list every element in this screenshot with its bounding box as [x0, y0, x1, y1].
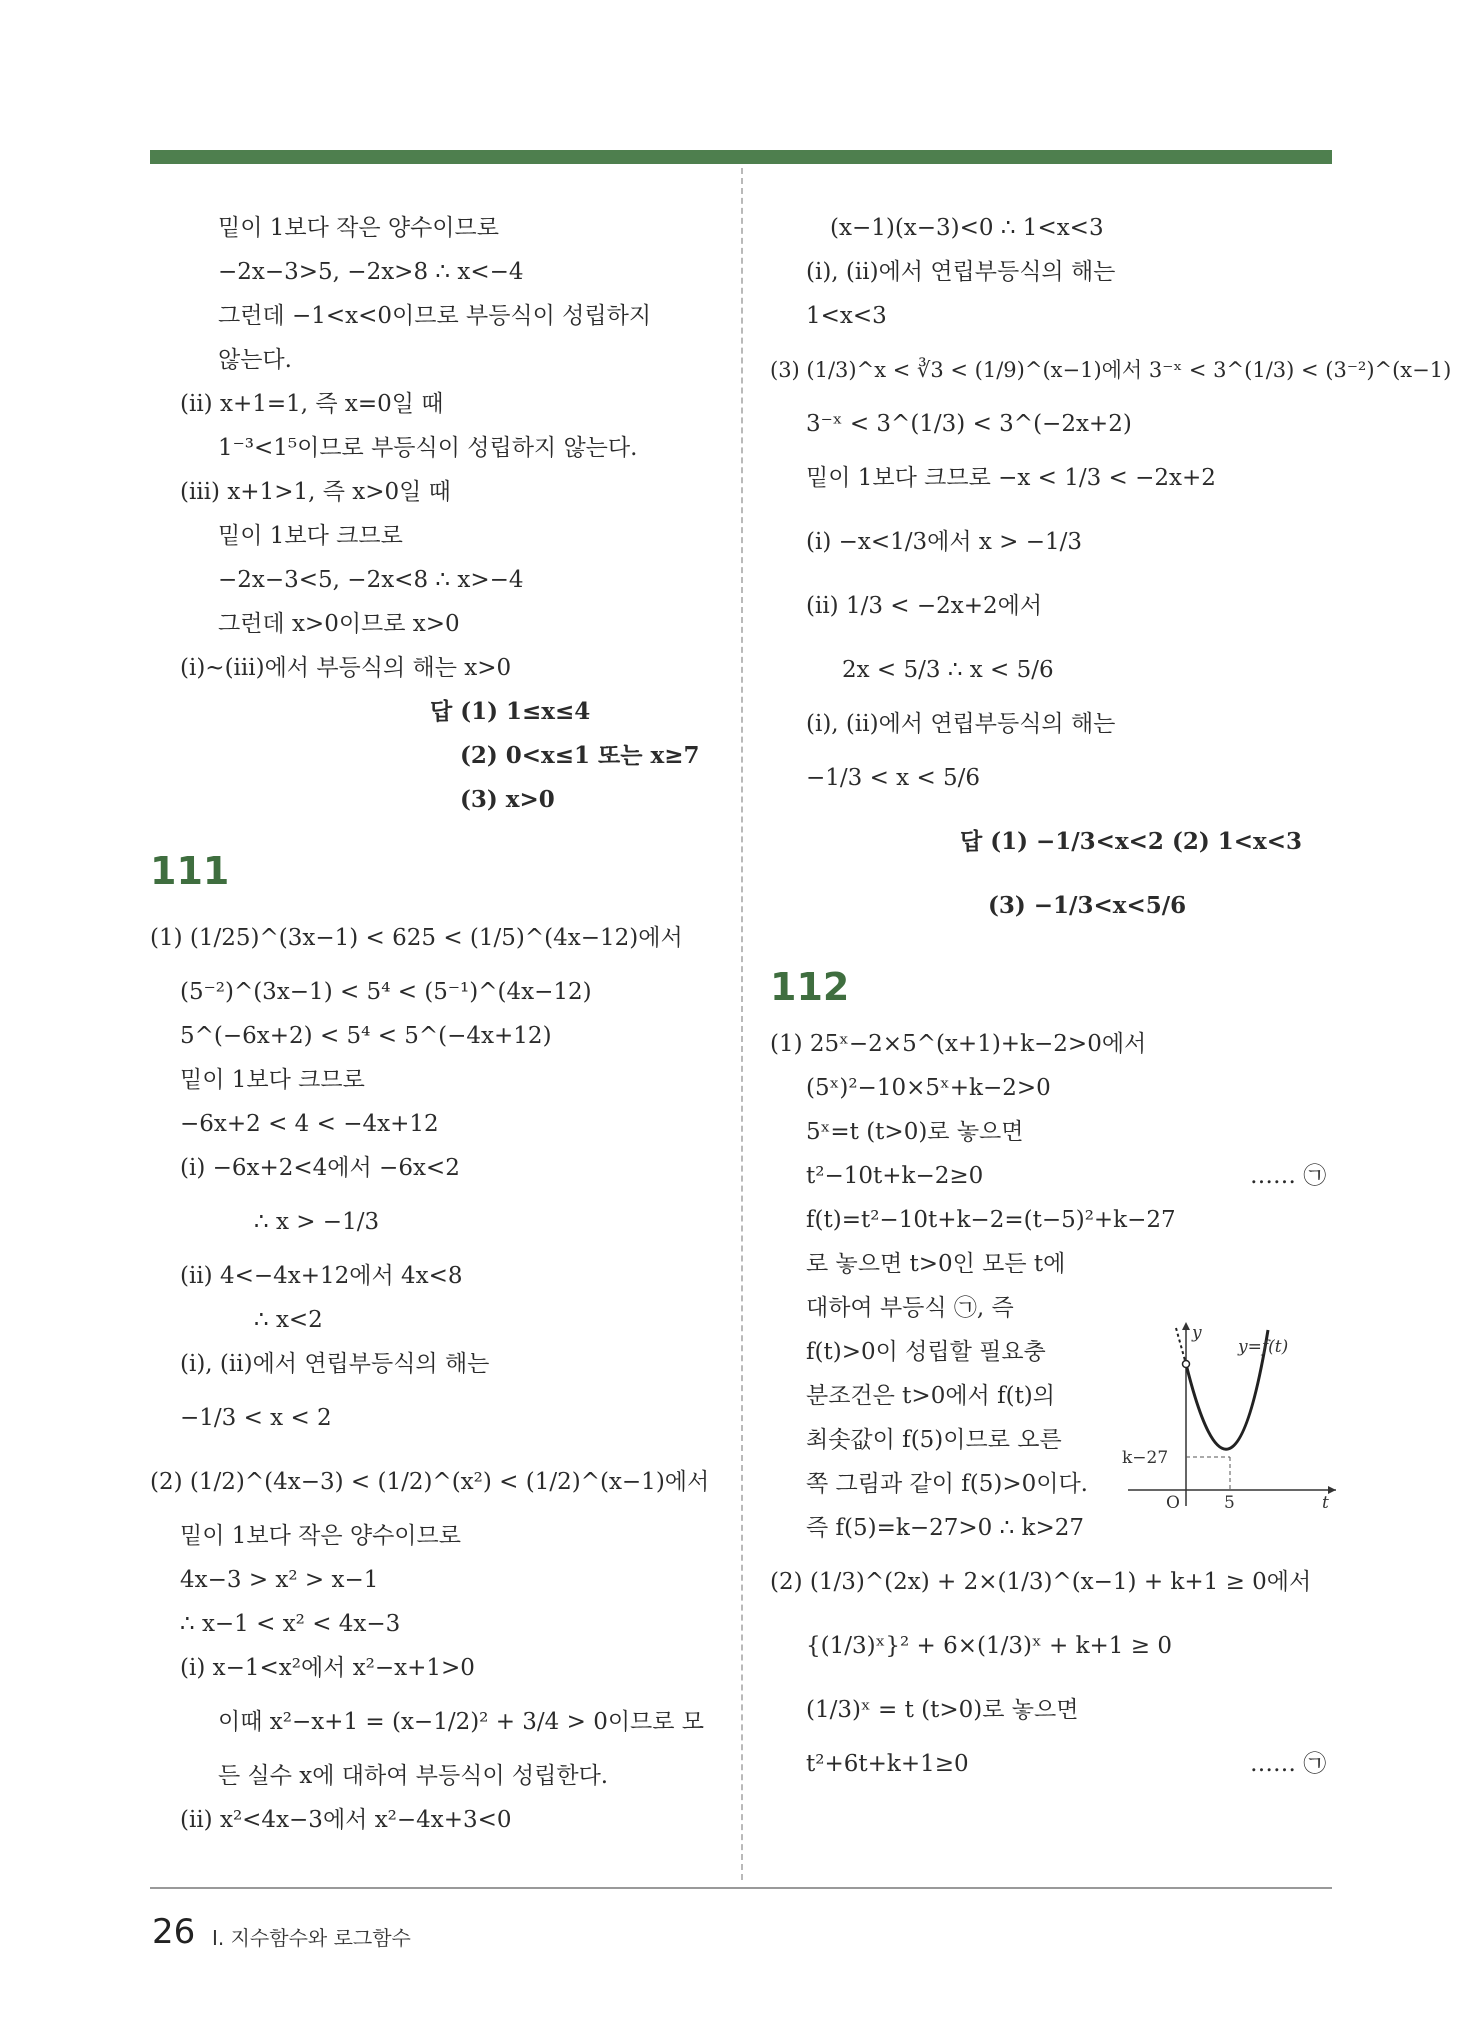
y-label: y	[1192, 1323, 1202, 1343]
origin-label: O	[1166, 1493, 1180, 1508]
curve-dashed-part	[1176, 1328, 1186, 1364]
text-line: f(t)>0이 성립할 필요충	[806, 1339, 1046, 1365]
left-column	[150, 206, 720, 1842]
text-line: f(t)=t²−10t+k−2=(t−5)²+k−27	[806, 1207, 1176, 1233]
y-axis-arrow	[1182, 1322, 1190, 1330]
text-line: 밑이 1보다 작은 양수이므로	[180, 1523, 461, 1549]
t-axis-arrow	[1328, 1486, 1336, 1494]
text-line: (1) (1/25)^(3x−1) < 625 < (1/5)^(4x−12)에서	[150, 925, 683, 951]
text-line: (2) (1/2)^(4x−3) < (1/2)^(x²) < (1/2)^(x−1)에서	[150, 1469, 710, 1495]
open-point	[1183, 1361, 1190, 1368]
curve-label: y=f(t)	[1238, 1337, 1289, 1357]
text-line: 밑이 1보다 크므로	[180, 1067, 365, 1093]
text-line: (ⅰ)~(ⅲ)에서 부등식의 해는 x>0	[180, 655, 512, 681]
text-line: {(1/3)ˣ}² + 6×(1/3)ˣ + k+1 ≥ 0	[806, 1633, 1172, 1659]
text-line: (5ˣ)²−10×5ˣ+k−2>0	[806, 1075, 1051, 1101]
text-line: (ⅰ) −6x+2<4에서 −6x<2	[180, 1155, 460, 1181]
text-line: (3) (1/3)^x < ∛3 < (1/9)^(x−1)에서 3⁻ˣ < 3^(1/3) < (3⁻²)^(x−1)	[770, 358, 1452, 382]
text-line: 쪽 그림과 같이 f(5)>0이다.	[806, 1471, 1088, 1497]
text-span: t²+6t+k+1≥0	[806, 1751, 969, 1777]
text-line: (ⅱ) 1/3 < −2x+2에서	[806, 593, 1043, 619]
footer-rule	[150, 1887, 1332, 1889]
text-line: (ⅰ) x−1<x²에서 x²−x+1>0	[180, 1655, 475, 1681]
text-line: ∴ x<2	[254, 1307, 323, 1333]
text-line: 대하여 부등식 ㉠, 즉	[806, 1295, 1014, 1321]
text-line	[770, 1154, 1330, 1198]
text-line: 2x < 5/3 ∴ x < 5/6	[842, 657, 1054, 683]
answer-line: 답 (1) 1≤x≤4	[430, 698, 591, 725]
text-line: 4x−3 > x² > x−1	[180, 1567, 379, 1593]
page-number: 26	[152, 1912, 196, 1952]
text-line: −6x+2 < 4 < −4x+12	[180, 1111, 439, 1137]
answer-line: (3) x>0	[460, 786, 555, 813]
text-line: (ⅱ) x²<4x−3에서 x²−4x+3<0	[180, 1807, 512, 1833]
text-line: 5^(−6x+2) < 5⁴ < 5^(−4x+12)	[180, 1023, 552, 1049]
answer-line: (3) −1/3<x<5/6	[988, 892, 1187, 919]
text-line: −2x−3<5, −2x<8 ∴ x>−4	[218, 567, 524, 593]
text-line: (5⁻²)^(3x−1) < 5⁴ < (5⁻¹)^(4x−12)	[180, 979, 592, 1005]
text-line: 3⁻ˣ < 3^(1/3) < 3^(−2x+2)	[806, 411, 1132, 437]
text-line: ∴ x−1 < x² < 4x−3	[180, 1611, 401, 1637]
k27-label: k−27	[1122, 1448, 1169, 1468]
text-line: 1⁻³<1⁵이므로 부등식이 성립하지 않는다.	[218, 435, 638, 461]
text-line: 최솟값이 f(5)이므로 오른	[806, 1427, 1062, 1453]
text-line: 이때 x²−x+1 = (x−1/2)² + 3/4 > 0이므로 모	[218, 1709, 705, 1735]
text-line: −1/3 < x < 5/6	[806, 765, 981, 791]
text-line: 밑이 1보다 크므로 −x < 1/3 < −2x+2	[806, 465, 1216, 491]
text-line: (1) 25ˣ−2×5^(x+1)+k−2>0에서	[770, 1031, 1147, 1057]
text-line: 즉 f(5)=k−27>0 ∴ k>27	[806, 1515, 1085, 1541]
text-line: (ⅰ), (ⅱ)에서 연립부등식의 해는	[806, 711, 1116, 737]
equation-mark: …… ㉠	[1250, 1751, 1327, 1777]
text-line: (ⅱ) 4<−4x+12에서 4x<8	[180, 1263, 463, 1289]
text-line: (1/3)ˣ = t (t>0)로 놓으면	[806, 1697, 1079, 1723]
text-line: (ⅰ) −x<1/3에서 x > −1/3	[806, 529, 1083, 555]
text-line: (ⅱ) x+1=1, 즉 x=0일 때	[180, 391, 444, 417]
text-line	[770, 1742, 1330, 1786]
chapter-label: Ⅰ. 지수함수와 로그함수	[212, 1926, 411, 1950]
text-line: 그런데 x>0이므로 x>0	[218, 611, 460, 637]
problem-number-111: 111	[150, 849, 230, 893]
text-line: 5ˣ=t (t>0)로 놓으면	[806, 1119, 1024, 1145]
text-line: (ⅲ) x+1>1, 즉 x>0일 때	[180, 479, 451, 505]
text-line: 밑이 1보다 작은 양수이므로	[218, 215, 499, 241]
answer-line: (2) 0<x≤1 또는 x≥7	[460, 742, 700, 769]
problem-number-112: 112	[770, 965, 850, 1009]
parabola-graph	[1118, 1318, 1338, 1508]
text-line: 분조건은 t>0에서 f(t)의	[806, 1383, 1055, 1409]
text-line: −2x−3>5, −2x>8 ∴ x<−4	[218, 259, 524, 285]
text-line: 로 놓으면 t>0인 모든 t에	[806, 1251, 1066, 1277]
equation-mark: …… ㉠	[1250, 1163, 1327, 1189]
text-line: 않는다.	[218, 347, 292, 373]
t-label: t	[1322, 1493, 1329, 1508]
column-divider	[741, 168, 743, 1880]
five-label: 5	[1224, 1493, 1235, 1508]
text-line: (x−1)(x−3)<0 ∴ 1<x<3	[830, 215, 1104, 241]
right-column	[770, 206, 1452, 1786]
text-line: ∴ x > −1/3	[254, 1209, 380, 1235]
header-bar	[150, 150, 1332, 164]
answer-line: 답 (1) −1/3<x<2 (2) 1<x<3	[960, 828, 1302, 855]
text-line: (ⅰ), (ⅱ)에서 연립부등식의 해는	[180, 1351, 490, 1377]
text-line: 그런데 −1<x<0이므로 부등식이 성립하지	[218, 303, 652, 329]
text-line: 든 실수 x에 대하여 부등식이 성립한다.	[218, 1763, 609, 1789]
text-line: (ⅰ), (ⅱ)에서 연립부등식의 해는	[806, 259, 1116, 285]
text-line: (2) (1/3)^(2x) + 2×(1/3)^(x−1) + k+1 ≥ 0에서	[770, 1569, 1312, 1595]
text-line: −1/3 < x < 2	[180, 1405, 332, 1431]
text-line: 밑이 1보다 크므로	[218, 523, 403, 549]
text-span: t²−10t+k−2≥0	[806, 1163, 984, 1189]
text-line: 1<x<3	[806, 303, 887, 329]
